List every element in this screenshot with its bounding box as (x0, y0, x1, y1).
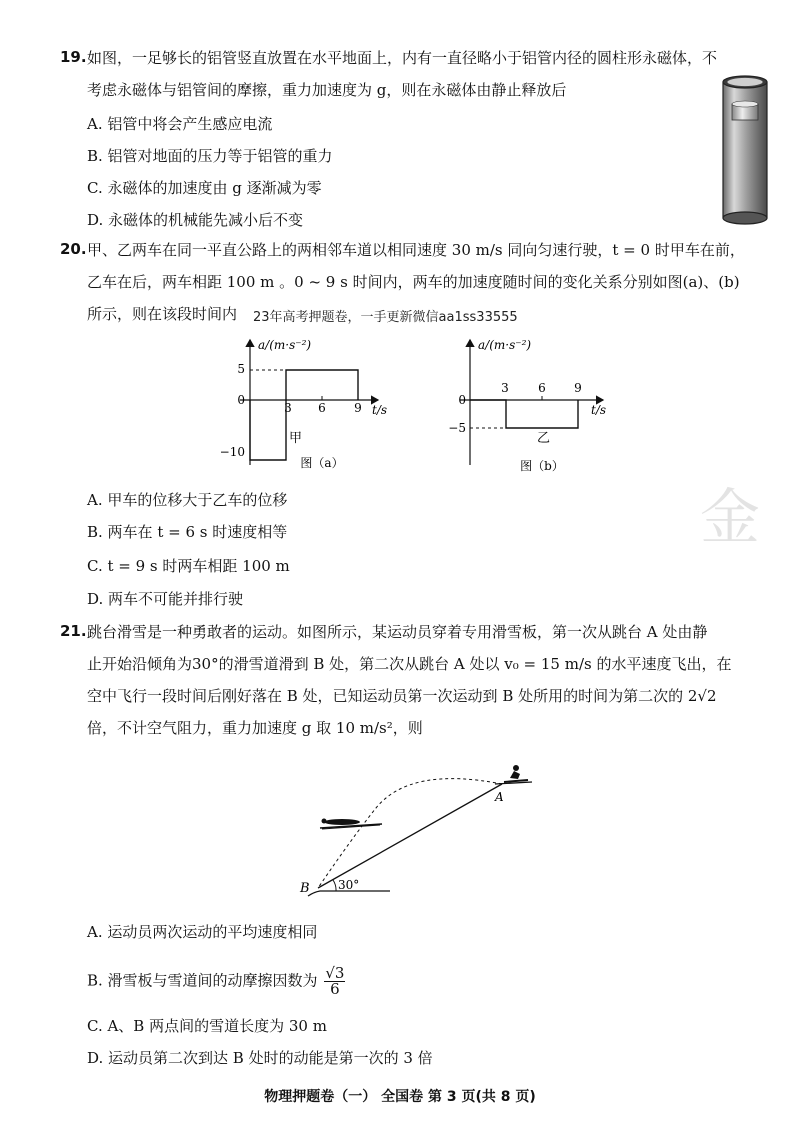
chart-a-xlabel: t/s (372, 403, 388, 417)
point-a-label: A (495, 790, 504, 804)
chart-b-series-label: 乙 (537, 431, 551, 446)
chart-a-ytick-0: 0 (237, 393, 245, 407)
q21-option-c: C. A、B 两点间的雪道长度为 30 m (87, 1017, 327, 1035)
chart-a-caption: 图（a） (300, 456, 344, 470)
chart-b-ytick-0: 0 (458, 393, 466, 407)
q21-option-b-fraction (324, 966, 345, 997)
q19-option-a: A. 铝管中将会产生感应电流 (87, 115, 273, 133)
q20-stem-line1: 甲、乙两车在同一平直公路上的两相邻车道以相同速度 30 m/s 同向匀速行驶，t = 0 时甲车在前， (87, 241, 745, 259)
chart-a-xtick-6: 6 (318, 401, 326, 415)
q21-stem-line3: 空中飞行一段时间后刚好落在 B 处，已知运动员第一次运动到 B 处所用的时间为第二次的 2√2 (87, 687, 717, 705)
q20-stem-line2: 乙车在后，两车相距 100 m 。0 ~ 9 s 时间内，两车的加速度随时间的变化关系分别如图(a)、(b) (87, 273, 740, 291)
chart-b-ytick-neg5: −5 (448, 421, 466, 435)
chart-b-caption: 图（b） (520, 459, 564, 473)
q20-option-c: C. t = 9 s 时两车相距 100 m (87, 557, 290, 575)
point-b-label: B (300, 881, 310, 896)
q21-stem-line2: 止开始沿倾角为30°的滑雪道滑到 B 处，第二次从跳台 A 处以 v₀ = 15 m/s 的水平速度飞出，在 (87, 655, 732, 673)
aluminum-tube-figure (715, 72, 775, 232)
chart-b (425, 330, 625, 480)
q21-option-b-text: B. 滑雪板与雪道间的动摩擦因数为 (87, 971, 318, 990)
q19-number: 19. (60, 48, 87, 66)
q21-number: 21. (60, 622, 87, 640)
chart-a-series-label: 甲 (289, 431, 303, 446)
q20-option-b: B. 两车在 t = 6 s 时速度相等 (87, 523, 288, 541)
ski-jump-figure (290, 758, 550, 903)
chart-b-series-line (470, 400, 578, 428)
page-footer: 物理押题卷（一） 全国卷 第 3 页(共 8 页) (264, 1089, 536, 1105)
chart-a (200, 330, 410, 480)
chart-a-ytick-5: 5 (237, 362, 245, 376)
q19-stem-line1: 如图，一足够长的铝管竖直放置在水平地面上，内有一直径略小于铝管内径的圆柱形永磁体，不 (87, 49, 718, 67)
fraction-numerator: √3 (325, 964, 345, 982)
q19-option-c: C. 永磁体的加速度由 g 逐渐减为零 (87, 179, 322, 197)
chart-b-xtick-3: 3 (501, 381, 509, 395)
angle-label: 30° (338, 878, 360, 892)
chart-b-xtick-6: 6 (538, 381, 546, 395)
chart-a-ylabel: a/(m·s⁻²) (258, 338, 312, 352)
q19-stem-line2: 考虑永磁体与铝管间的摩擦，重力加速度为 g，则在永磁体由静止释放后 (87, 81, 567, 99)
seal-watermark: 金 (700, 483, 760, 553)
q21-option-b (87, 966, 345, 997)
chart-b-ylabel: a/(m·s⁻²) (478, 338, 532, 352)
q21-stem-line4: 倍，不计空气阻力，重力加速度 g 取 10 m/s²，则 (87, 719, 423, 737)
skier-at-a-icon (504, 765, 528, 782)
q20-stem-line3: 所示，则在该段时间内 (87, 305, 238, 323)
q19-option-d: D. 永磁体的机械能先减小后不变 (87, 211, 304, 229)
q21-option-a: A. 运动员两次运动的平均速度相同 (87, 923, 318, 941)
angle-arc (333, 880, 336, 891)
chart-a-xtick-3: 3 (284, 401, 292, 415)
fraction-denominator: 6 (330, 980, 340, 998)
q20-option-a: A. 甲车的位移大于乙车的位移 (87, 491, 288, 509)
watermark-text: 23年高考押题卷，一手更新微信aa1ss33555 (253, 310, 518, 325)
trajectory-dashed (318, 779, 502, 888)
chart-b-xtick-9: 9 (574, 381, 582, 395)
chart-b-xlabel: t/s (591, 403, 607, 417)
q19-option-b: B. 铝管对地面的压力等于铝管的重力 (87, 147, 333, 165)
flying-skier-icon (320, 819, 382, 830)
q20-number: 20. (60, 240, 87, 258)
chart-a-series-line (250, 370, 358, 460)
chart-a-xtick-9: 9 (354, 401, 362, 415)
q20-option-d: D. 两车不可能并排行驶 (87, 590, 244, 608)
slope-line (318, 784, 502, 888)
chart-a-ytick-neg10: −10 (219, 445, 245, 459)
q21-stem-line1: 跳台滑雪是一种勇敢者的运动。如图所示，某运动员穿着专用滑雪板，第一次从跳台 A 处由静 (87, 623, 708, 641)
q21-option-d: D. 运动员第二次到达 B 处时的动能是第一次的 3 倍 (87, 1049, 433, 1067)
